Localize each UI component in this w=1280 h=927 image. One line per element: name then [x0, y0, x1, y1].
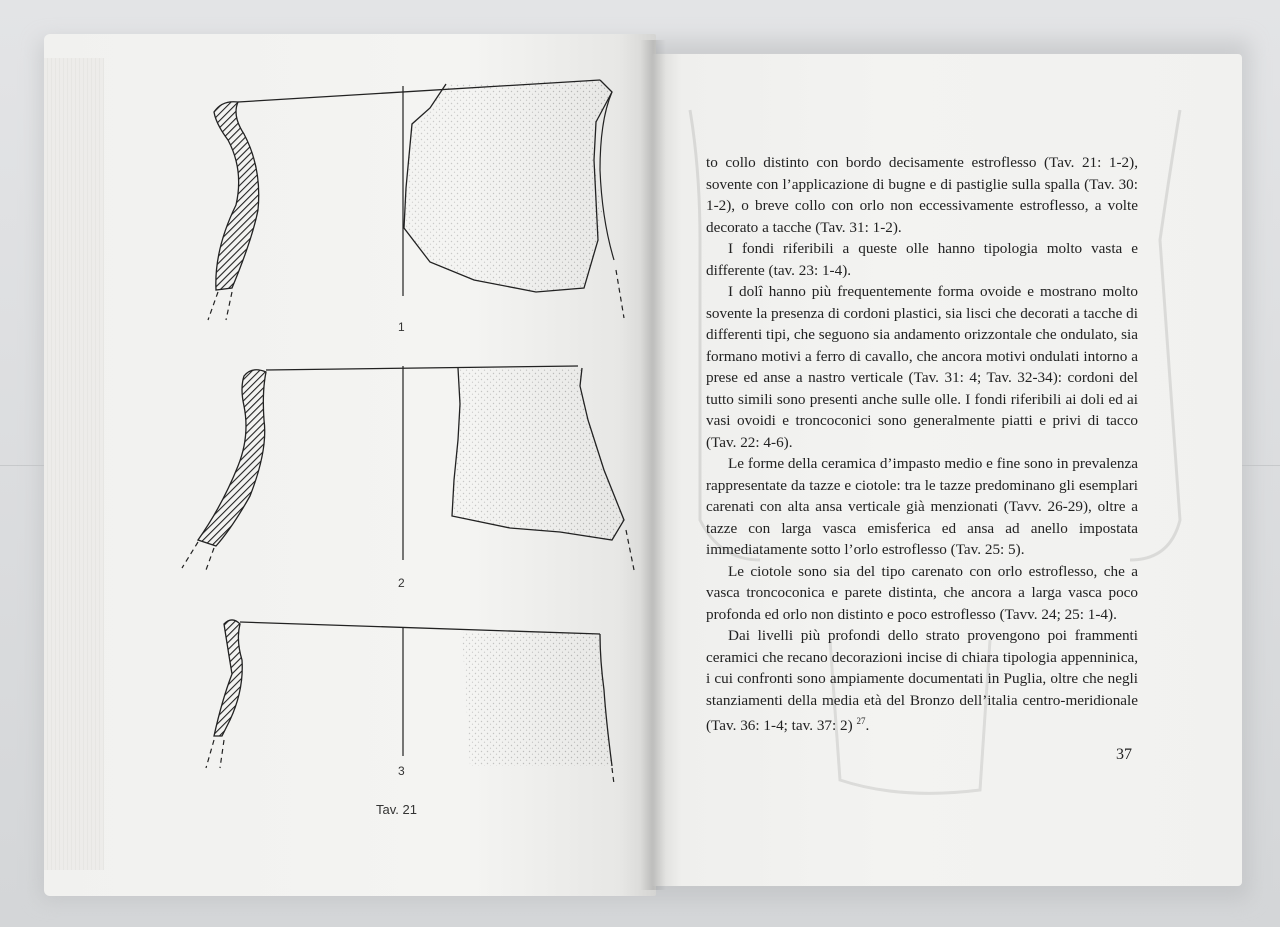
paragraph: I fondi riferibili a queste olle hanno tipologia molto vasta e differente (tav. 23: 1-4). [706, 240, 1138, 279]
paragraph: Le ciotole sono sia del tipo carenato con orlo estroflesso, che a vasca troncoconica e parete distinta, che ancora a larga vasca poco profonda ed orlo non distinto e poco estroflesso (Tavv. 24; 25: 1-4). [706, 562, 1138, 623]
figure-number-1: 1 [398, 320, 405, 334]
paragraph: I dolî hanno più frequentemente forma ovoide e mostrano molto sovente la presenza di cordoni plastici, sia lisci che decorati a tacche di differenti tipi, che seguono sia andamento orizzontale che ondulato, sia formano motivi a ferro di cavallo, che ancora motivi ondulati intorno a prese ed anse a nastro verticale (Tav. 31: 4; Tav. 32-34): cordoni del tutto simili sono presenti anche sulle olle. I fondi riferibili ai doli ed ai vasi ovoidi e troncoconici sono generalmente piatti e privi di tacco (Tav. 22: 4-6). [706, 283, 1138, 451]
page-number: 37 [1116, 746, 1132, 763]
pottery-figure-1 [208, 80, 624, 320]
plate-label: Tav. 21 [376, 802, 417, 817]
paragraph-with-footnote: Dai livelli più profondi dello strato provengono poi frammenti ceramici che recano decorazioni incise di chiara tipologia appenninica, i cui confronti sono ampiamente documentati in Puglia, oltre che negli stanziamenti della media età del Bronzo dell’italia centro-meridionale (Tav. 36: 1-4; tav. 37: 2) $^{27}$. [706, 627, 1138, 735]
pottery-figure-3 [206, 620, 614, 784]
figure-number-2: 2 [398, 576, 405, 590]
footnote-reference: 27 [856, 716, 866, 726]
body-text [706, 152, 1138, 737]
figure-number-3: 3 [398, 764, 405, 778]
pottery-figure-2 [182, 366, 634, 570]
paragraph: to collo distinto con bordo decisamente estroflesso (Tav. 21: 1-2), sovente con l’applicazione di bugne e di pastiglie sulla spalla (Tav. 30: 1-2), o breve collo con orlo non eccessivamente estroflesso, a volte decorato a tacche (Tav. 31: 1-2). [706, 154, 1138, 236]
paragraph: Le forme della ceramica d’impasto medio e fine sono in prevalenza rappresentate da tazze e ciotole: tra le tazze predominano gli esemplari carenati con alta ansa verticale già menzionati (Tavv. 26-29), oltre a tazze con larga vasca emisferica ed ansa ad anello impostata immediatamente sotto l’orlo estroflesso (Tav. 25: 5). [706, 455, 1138, 558]
paragraph-text: Dai livelli più profondi dello strato provengono poi frammenti ceramici che recano decorazioni incise di chiara tipologia appenninica, i cui confronti sono ampiamente documentati in Puglia, oltre che negli stanziamenti della media età del Bronzo dell’italia centro-meridionale (Tav. 36: 1-4; tav. 37: 2) [706, 627, 1138, 735]
